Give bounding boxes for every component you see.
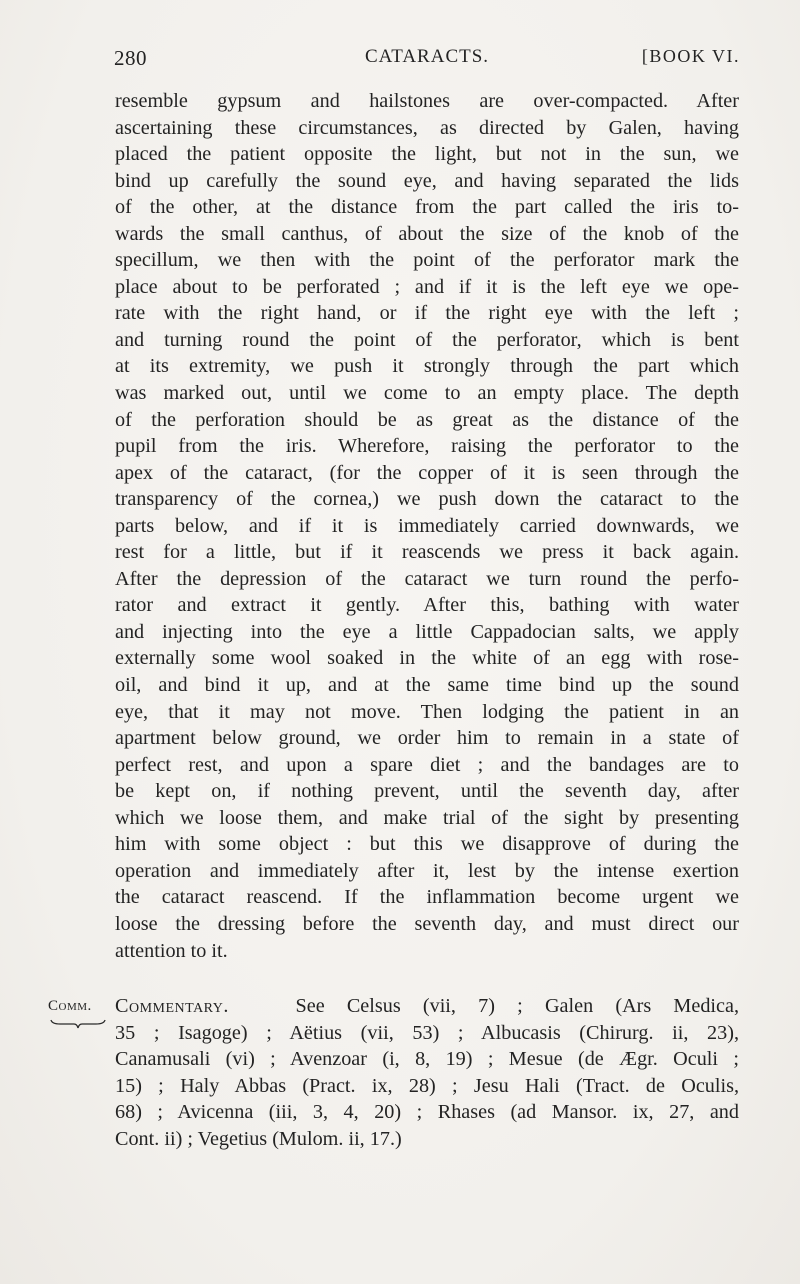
margin-brace-icon bbox=[50, 1019, 106, 1029]
text-line: and injecting into the eye a little Cappadocian salts, we apply bbox=[115, 620, 739, 643]
commentary-line: Cont. ii) ; Vegetius (Mulom. ii, 17.) bbox=[115, 1127, 402, 1150]
commentary-first-line bbox=[115, 993, 739, 1020]
commentary-paragraph bbox=[115, 993, 739, 1152]
main-paragraph bbox=[115, 88, 739, 964]
text-line: apartment below ground, we order him to remain in a state of bbox=[115, 727, 739, 750]
text-line: ascertaining these circumstances, as directed by Galen, having bbox=[115, 116, 739, 139]
commentary-text: See Celsus (vii, 7) ; Galen (Ars Medica, bbox=[295, 995, 740, 1017]
text-line: transparency of the cornea,) we push down the cataract to the bbox=[115, 488, 739, 511]
text-line: and turning round the point of the perforator, which is bent bbox=[115, 328, 739, 351]
text-line: rator and extract it gently. After this, bathing with water bbox=[115, 594, 739, 617]
text-line: the cataract reascend. If the inflammation become urgent we bbox=[115, 886, 739, 909]
text-line: oil, and bind it up, and at the same time bind up the sound bbox=[115, 674, 739, 697]
text-line: pupil from the iris. Wherefore, raising the perforator to the bbox=[115, 435, 739, 458]
text-line: perfect rest, and upon a spare diet ; and the bandages are to bbox=[115, 753, 739, 776]
text-line: rate with the right hand, or if the right eye with the left ; bbox=[115, 302, 739, 325]
text-line: place about to be perforated ; and if it is the left eye we ope- bbox=[115, 275, 739, 298]
text-line: which we loose them, and make trial of the sight by presenting bbox=[115, 806, 739, 829]
text-line: loose the dressing before the seventh day, and must direct our bbox=[115, 912, 739, 935]
text-line: bind up carefully the sound eye, and having separated the lids bbox=[115, 169, 739, 192]
text-line: of the perforation should be as great as the distance of the bbox=[115, 408, 739, 431]
text-line: him with some object : but this we disapprove of during the bbox=[115, 833, 739, 856]
text-line: rest for a little, but if it reascends we press it back again. bbox=[115, 541, 739, 564]
text-line: placed the patient opposite the light, but not in the sun, we bbox=[115, 143, 739, 166]
text-line: of the other, at the distance from the part called the iris to- bbox=[115, 196, 739, 219]
text-line: be kept on, if nothing prevent, until the seventh day, after bbox=[115, 780, 739, 803]
text-line: After the depression of the cataract we turn round the perfo- bbox=[115, 567, 739, 590]
text-line: wards the small canthus, of about the size of the knob of the bbox=[115, 222, 739, 245]
page-number: 280 bbox=[114, 46, 147, 70]
margin-note: Comm. bbox=[48, 998, 92, 1014]
text-line: specillum, we then with the point of the perforator mark the bbox=[115, 249, 739, 272]
text-line: resemble gypsum and hailstones are over-compacted. After bbox=[115, 90, 739, 112]
text-line: was marked out, until we come to an empty place. The depth bbox=[115, 382, 739, 405]
text-line: at its extremity, we push it strongly through the part which bbox=[115, 355, 739, 378]
text-line: operation and immediately after it, lest by the intense exertion bbox=[115, 859, 739, 882]
text-line: apex of the cataract, (for the copper of it is seen through the bbox=[115, 461, 739, 484]
commentary-heading: Commentary. bbox=[115, 995, 229, 1017]
page-header bbox=[114, 46, 740, 76]
text-line: attention to it. bbox=[115, 939, 228, 962]
text-line: parts below, and if it is immediately carried downwards, we bbox=[115, 514, 739, 537]
commentary-line: 35 ; Isagoge) ; Aëtius (vii, 53) ; Albucasis (Chirurg. ii, 23), bbox=[115, 1021, 739, 1044]
text-line: eye, that it may not move. Then lodging the patient in an bbox=[115, 700, 739, 723]
commentary-line: 15) ; Haly Abbas (Pract. ix, 28) ; Jesu Hali (Tract. de Oculis, bbox=[115, 1074, 739, 1097]
commentary-line: 68) ; Avicenna (iii, 3, 4, 20) ; Rhases (ad Mansor. ix, 27, and bbox=[115, 1101, 739, 1124]
running-title: CATARACTS. bbox=[364, 46, 490, 67]
book-reference: [BOOK VI. bbox=[641, 46, 740, 66]
commentary-line: Canamusali (vi) ; Avenzoar (i, 8, 19) ; Mesue (de Ægr. Oculi ; bbox=[115, 1048, 739, 1071]
text-line: externally some wool soaked in the white of an egg with rose- bbox=[115, 647, 739, 670]
